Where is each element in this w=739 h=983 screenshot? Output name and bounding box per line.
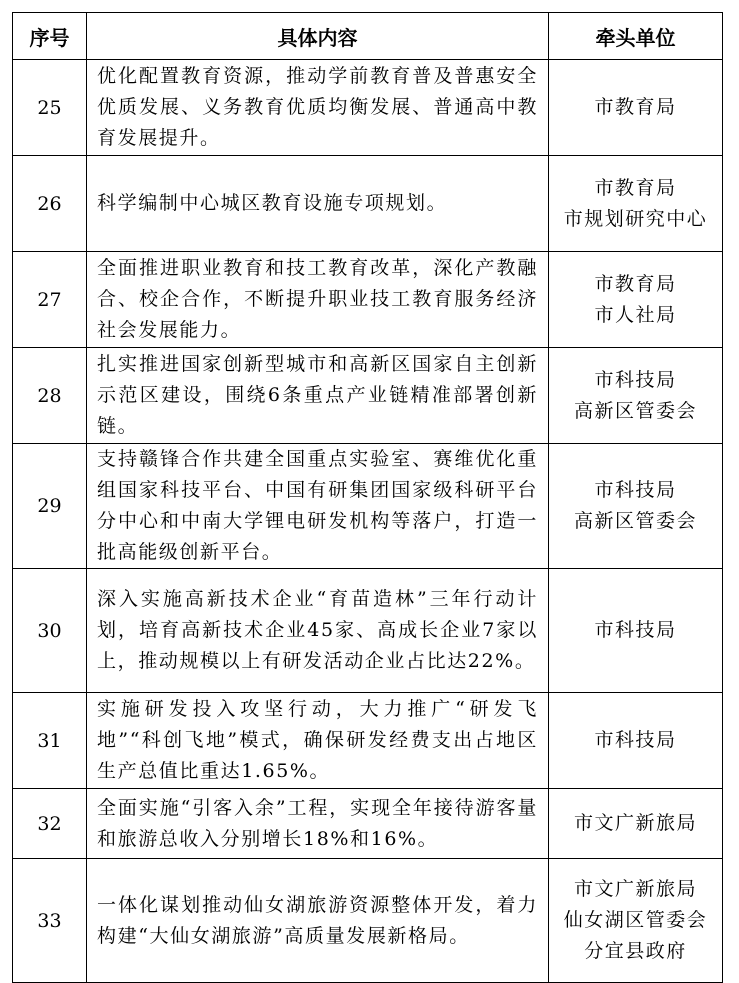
table-row	[13, 859, 723, 983]
row-number: 26	[13, 156, 87, 252]
row-content: 深入实施高新技术企业“育苗造林”三年行动计划，培育高新技术企业45家、高成长企业7家以上，推动规模以上有研发活动企业占比达22%。	[87, 569, 549, 693]
unit-name: 市文广新旅局	[573, 878, 697, 900]
table-row	[13, 444, 723, 569]
unit-name: 市规划研究中心	[563, 207, 708, 230]
row-content: 全面推进职业教育和技工教育改革，深化产教融合、校企合作，不断提升职业技工教育服务经济社会发展能力。	[87, 252, 549, 348]
unit-name: 高新区管委会	[573, 399, 697, 422]
unit-name: 市人社局	[594, 303, 677, 326]
row-number: 29	[13, 444, 87, 569]
row-number: 25	[13, 60, 87, 156]
row-content: 优化配置教育资源，推动学前教育普及普惠安全优质发展、义务教育优质均衡发展、普通高中教育发展提升。	[87, 60, 549, 156]
unit-name: 市科技局	[594, 729, 677, 751]
unit-name: 高新区管委会	[573, 510, 697, 532]
row-units	[549, 859, 723, 983]
unit-name: 市科技局	[594, 619, 677, 641]
row-units	[549, 156, 723, 252]
table-row	[13, 789, 723, 859]
row-units	[549, 60, 723, 156]
unit-name: 市文广新旅局	[573, 812, 697, 834]
header-content: 具体内容	[87, 13, 549, 60]
header-no: 序号	[13, 13, 87, 60]
row-content: 支持赣锋合作共建全国重点实验室、赛维优化重组国家科技平台、中国有研集团国家级科研平台分中心和中南大学锂电研发机构等落户，打造一批高能级创新平台。	[87, 444, 549, 569]
row-units	[549, 789, 723, 859]
header-row	[13, 13, 723, 60]
table-row	[13, 60, 723, 156]
row-units	[549, 444, 723, 569]
row-content: 扎实推进国家创新型城市和高新区国家自主创新示范区建设，围绕6条重点产业链精准部署创新链。	[87, 348, 549, 444]
row-number: 33	[13, 859, 87, 983]
table-row	[13, 693, 723, 789]
table-row	[13, 156, 723, 252]
row-units	[549, 569, 723, 693]
unit-name: 市教育局	[594, 176, 677, 199]
unit-name: 仙女湖区管委会	[563, 909, 708, 931]
table-row	[13, 569, 723, 693]
row-units	[549, 348, 723, 444]
task-table	[12, 12, 723, 983]
row-content: 全面实施“引客入余”工程，实现全年接待游客量和旅游总收入分别增长18%和16%。	[87, 789, 549, 859]
unit-name: 市科技局	[594, 368, 677, 391]
header-unit: 牵头单位	[549, 13, 723, 60]
unit-name: 分宜县政府	[584, 940, 687, 962]
row-number: 27	[13, 252, 87, 348]
table-row	[13, 348, 723, 444]
row-number: 32	[13, 789, 87, 859]
row-number: 31	[13, 693, 87, 789]
unit-name: 市教育局	[594, 96, 677, 118]
row-number: 30	[13, 569, 87, 693]
row-content: 科学编制中心城区教育设施专项规划。	[87, 156, 549, 252]
table-row	[13, 252, 723, 348]
row-units	[549, 693, 723, 789]
unit-name: 市教育局	[594, 272, 677, 295]
row-units	[549, 252, 723, 348]
row-number: 28	[13, 348, 87, 444]
unit-name: 市科技局	[594, 479, 677, 501]
row-content: 实施研发投入攻坚行动，大力推广“研发飞地”“科创飞地”模式，确保研发经费支出占地区生产总值比重达1.65%。	[87, 693, 549, 789]
row-content: 一体化谋划推动仙女湖旅游资源整体开发，着力构建“大仙女湖旅游”高质量发展新格局。	[87, 859, 549, 983]
